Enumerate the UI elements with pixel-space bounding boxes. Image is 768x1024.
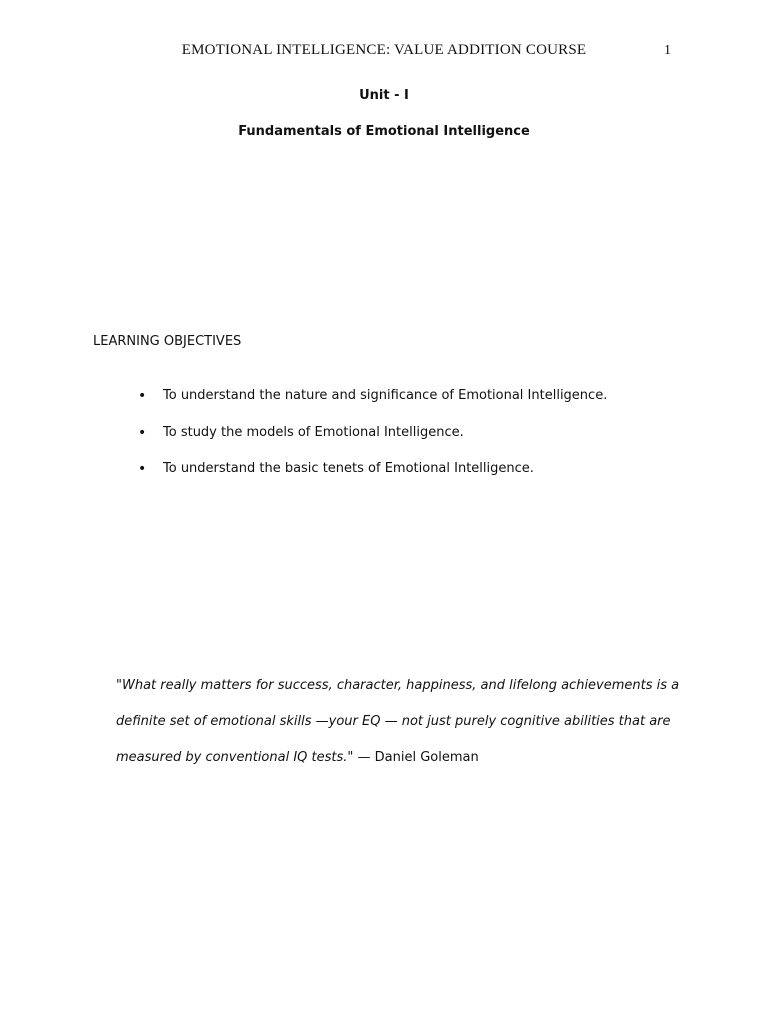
unit-title: Unit - I (359, 88, 409, 103)
objective-text: To study the models of Emotional Intelligence. (163, 424, 464, 440)
quote-line (116, 668, 680, 704)
chapter-title: Fundamentals of Emotional Intelligence (238, 124, 530, 139)
quote-line (116, 704, 676, 740)
quote-text: definite set of emotional skills —your EQ — not just purely cognitive abilities that are (116, 714, 671, 729)
bullet-icon: • (138, 388, 147, 404)
goleman-quote (116, 668, 680, 776)
quote-text: "What really matters for success, character, happiness, and lifelong achievements is a (116, 678, 680, 693)
quote-line (116, 740, 676, 776)
objective-text: To understand the nature and significance of Emotional Intelligence. (163, 388, 608, 403)
running-header-title: EMOTIONAL INTELLIGENCE: VALUE ADDITION COURSE (181, 42, 587, 58)
quote-attribution: — Daniel Goleman (353, 750, 479, 765)
page-number: 1 (664, 43, 671, 58)
objective-text: To understand the basic tenets of Emotional Intelligence. (163, 461, 534, 476)
bullet-icon: • (138, 424, 147, 441)
learning-objectives-heading: LEARNING OBJECTIVES (93, 334, 242, 349)
bullet-icon: • (138, 461, 147, 477)
quote-text: measured by conventional IQ tests." (116, 750, 354, 765)
